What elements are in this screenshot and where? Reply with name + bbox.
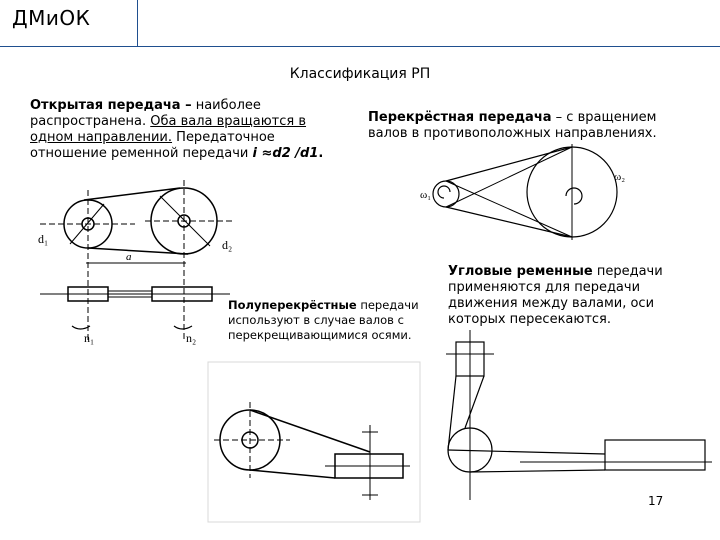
- label-w1: ω₁: [420, 189, 432, 201]
- angular-drive-text: Угловые ременные передачи применяются для передачи движения между валами, оси которых пересекаются.: [448, 264, 663, 327]
- open-drive-term: Открытая передача –: [30, 98, 192, 113]
- angular-drive-term: Угловые ременные: [448, 264, 593, 279]
- open-drive-text: Открытая передача – наиболее распространена. Оба вала вращаются в одном направлении. Передаточное отношение ременной передачи i ≈d2 /d1.: [30, 98, 324, 161]
- app-title: ДМиОК: [12, 6, 91, 30]
- page-number: 17: [648, 494, 664, 508]
- cross-drive-text: Перекрёстная передача – с вращением валов в противоположных направлениях.: [368, 110, 657, 141]
- label-n1: n₁: [84, 331, 95, 345]
- label-a: a: [126, 251, 132, 263]
- semi-cross-text: Полуперекрёстные передачи используют в случае валов с перекрещивающимися осями.: [228, 298, 419, 342]
- label-n2: n₂: [186, 331, 197, 345]
- label-w2: ω₂: [614, 171, 626, 183]
- label-d1: d₁: [38, 232, 49, 246]
- cross-drive-term: Перекрёстная передача: [368, 110, 552, 125]
- slide-title: Классификация РП: [289, 66, 431, 82]
- semi-cross-term: Полуперекрёстные: [228, 298, 357, 312]
- label-d2: d₂: [222, 238, 233, 252]
